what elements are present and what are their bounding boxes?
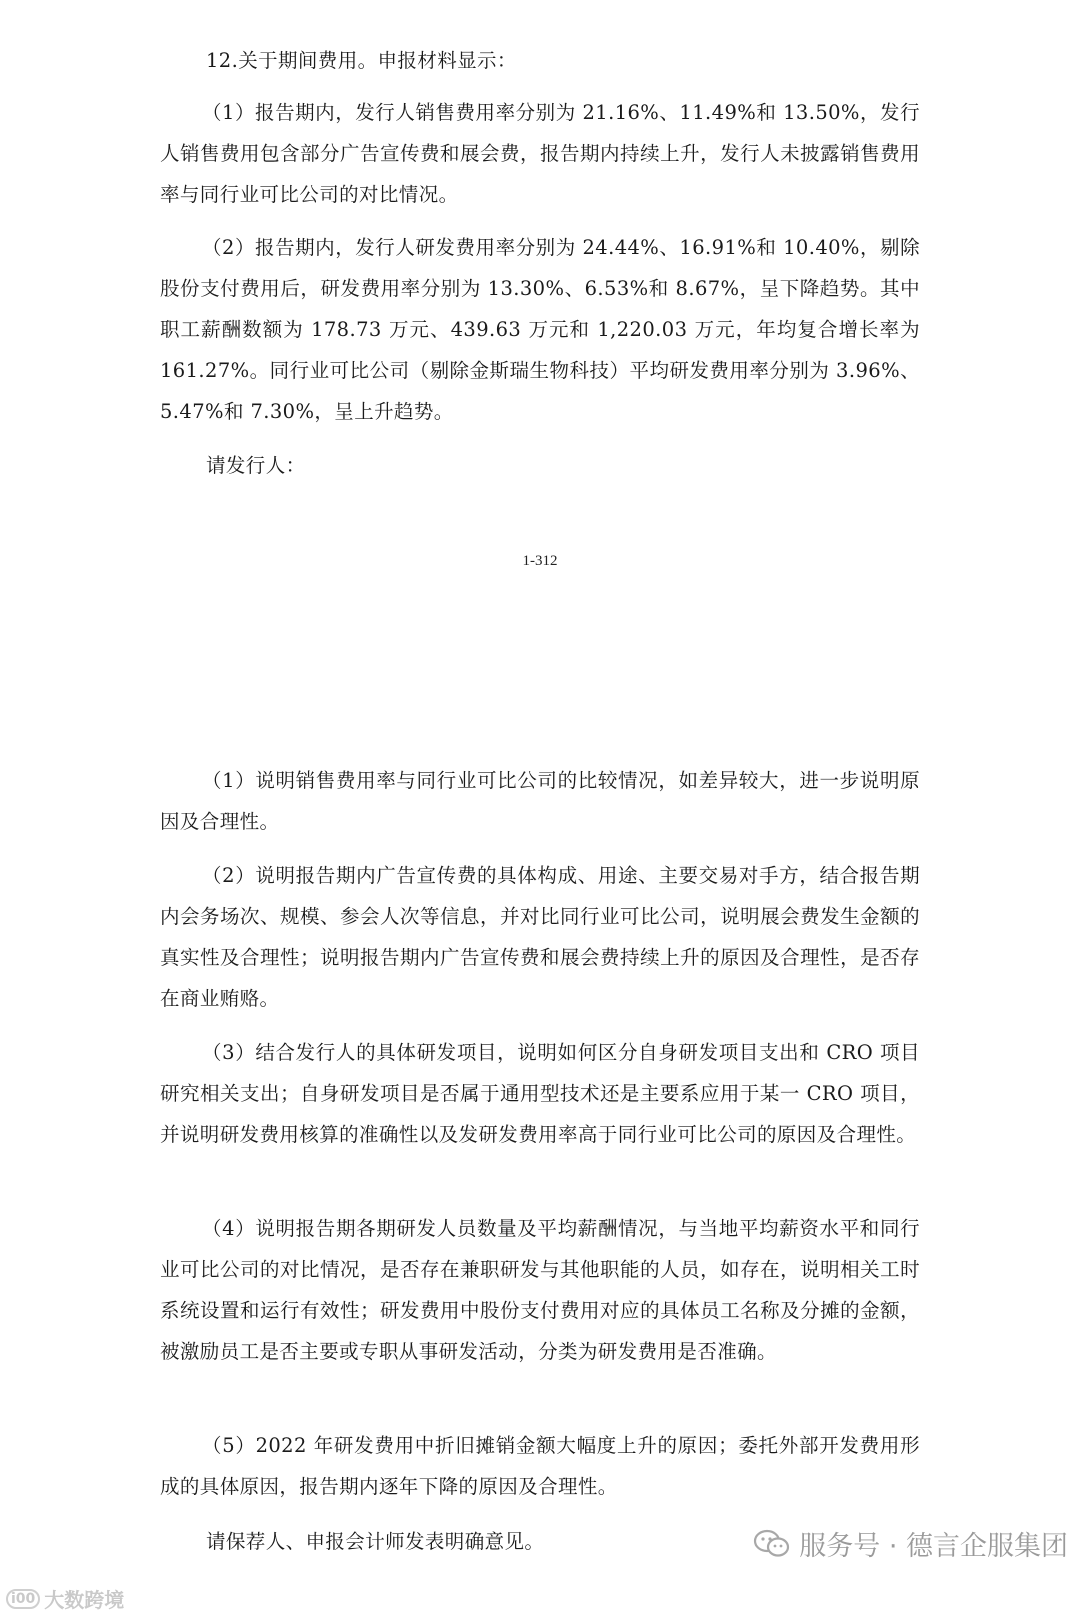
watermark-right <box>753 1524 1068 1563</box>
question-paragraph-4: （4）说明报告期各期研发人员数量及平均薪酬情况，与当地平均薪资水平和同行业可比公司的对比情况，是否存在兼职研发与其他职能的人员，如存在，说明相关工时系统设置和运行有效性；研发费用中股份支付费用对应的具体员工名称及分摊的金额，被激励员工是否主要或专职从事研发活动，分类为研发费用是否准确。 <box>160 1217 920 1363</box>
watermark-right-text: 服务号 · 德言企服集团 <box>799 1531 1068 1562</box>
section-heading: 12.关于期间费用。申报材料显示： <box>206 49 517 72</box>
watermark-left <box>6 1584 124 1613</box>
question-paragraph-5: （5）2022 年研发费用中折旧摊销金额大幅度上升的原因；委托外部开发费用形成的具体原因，报告期内逐年下降的原因及合理性。 <box>160 1434 920 1498</box>
question-paragraph-3: （3）结合发行人的具体研发项目，说明如何区分自身研发项目支出和 CRO 项目研究相关支出；自身研发项目是否属于通用型技术还是主要系应用于某一 CRO 项目，并说明研发费用核算的准确性以及发研发费用率高于同行业可比公司的原因及合理性。 <box>160 1041 920 1146</box>
page-number: 1-312 <box>522 553 558 569</box>
closing-request: 请保荐人、申报会计师发表明确意见。 <box>206 1530 545 1553</box>
intro-paragraph-2: （2）报告期内，发行人研发费用率分别为 24.44%、16.91%和 10.40%，剔除股份支付费用后，研发费用率分别为 13.30%、6.53%和 8.67%，呈下降趋势。其中职工薪酬数额为 178.73 万元、439.63 万元和 1,220.03 万元，年均复合增长率为 161.27%。同行业可比公司（剔除金斯瑞生物科技）平均研发费用率分别为 3.96%、5.47%和 7.30%，呈上升趋势。 <box>160 236 920 423</box>
request-label: 请发行人： <box>206 454 306 477</box>
question-paragraph-1: （1）说明销售费用率与同行业可比公司的比较情况，如差异较大，进一步说明原因及合理性。 <box>160 769 920 833</box>
watermark-left-text: 大数跨境 <box>44 1588 125 1612</box>
intro-paragraph-1: （1）报告期内，发行人销售费用率分别为 21.16%、11.49%和 13.50%，发行人销售费用包含部分广告宣传费和展会费，报告期内持续上升，发行人未披露销售费用率与同行业可比公司的对比情况。 <box>160 101 920 206</box>
wechat-icon <box>753 1528 791 1560</box>
question-paragraph-2: （2）说明报告期内广告宣传费的具体构成、用途、主要交易对手方，结合报告期内会务场次、规模、参会人次等信息，并对比同行业可比公司，说明展会费发生金额的真实性及合理性；说明报告期内广告宣传费和展会费持续上升的原因及合理性，是否存在商业贿赂。 <box>160 864 920 1010</box>
brand-logo-icon: i00 <box>6 1589 40 1609</box>
